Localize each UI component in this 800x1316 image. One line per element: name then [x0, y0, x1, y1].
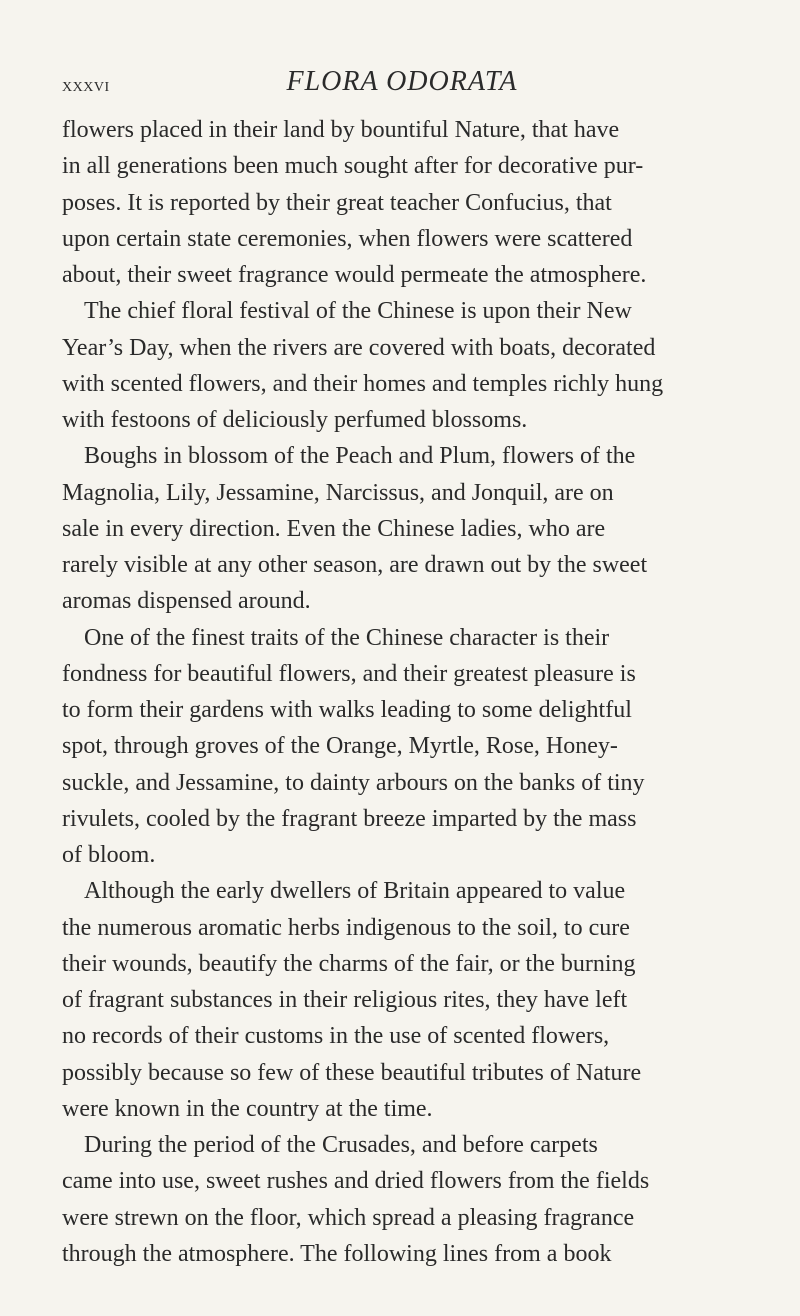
text-line: were known in the country at the time.: [62, 1095, 433, 1122]
text-line: One of the finest traits of the Chinese character is their: [84, 624, 610, 651]
text-line: aromas dispensed around.: [62, 588, 311, 615]
text-line: no records of their customs in the use of scented flowers,: [62, 1023, 610, 1050]
running-title: FLORA ODORATA: [286, 66, 518, 97]
text-line: in all generations been much sought after for decorative pur-: [62, 153, 644, 180]
text-line: of bloom.: [62, 842, 156, 868]
text-line: rivulets, cooled by the fragrant breeze imparted by the mass: [62, 805, 637, 832]
text-line: upon certain state ceremonies, when flowers were scattered: [62, 225, 633, 252]
text-line: sale in every direction. Even the Chinese ladies, who are: [62, 515, 606, 542]
text-line: fondness for beautiful flowers, and their greatest pleasure is: [62, 660, 636, 687]
text-line: suckle, and Jessamine, to dainty arbours on the banks of tiny: [62, 769, 645, 796]
text-line: poses. It is reported by their great teacher Confucius, that: [62, 189, 612, 216]
text-line: came into use, sweet rushes and dried flowers from the fields: [62, 1168, 650, 1195]
text-line: about, their sweet fragrance would permeate the atmosphere.: [62, 262, 647, 288]
text-line: the numerous aromatic herbs indigenous to the soil, to cure: [62, 914, 630, 941]
text-line: spot, through groves of the Orange, Myrtle, Rose, Honey-: [62, 733, 618, 760]
text-line: The chief floral festival of the Chinese is upon their New: [84, 298, 632, 325]
text-line: Year’s Day, when the rivers are covered with boats, decorated: [62, 334, 656, 361]
page-number: xxxvi: [62, 74, 110, 96]
text-line: with scented flowers, and their homes and temples richly hung: [62, 370, 664, 397]
text-line: rarely visible at any other season, are drawn out by the sweet: [62, 552, 648, 578]
text-line: their wounds, beautify the charms of the fair, or the burning: [62, 950, 636, 977]
text-line: flowers placed in their land by bountiful Nature, that have: [62, 117, 620, 143]
body-text: [62, 112, 742, 1272]
text-line: Although the early dwellers of Britain appeared to value: [84, 878, 626, 905]
text-line: through the atmosphere. The following lines from a book: [62, 1240, 612, 1267]
text-line: to form their gardens with walks leading to some delightful: [62, 697, 632, 723]
text-line: Magnolia, Lily, Jessamine, Narcissus, and Jonquil, are on: [62, 479, 614, 506]
text-line: During the period of the Crusades, and before carpets: [84, 1132, 598, 1158]
text-line: possibly because so few of these beautiful tributes of Nature: [62, 1059, 642, 1086]
page-header: [62, 66, 742, 102]
text-line: were strewn on the floor, which spread a pleasing fragrance: [62, 1204, 635, 1231]
text-line: of fragrant substances in their religious rites, they have left: [62, 987, 628, 1013]
text-line: with festoons of deliciously perfumed blossoms.: [62, 407, 528, 433]
text-line: Boughs in blossom of the Peach and Plum, flowers of the: [84, 443, 636, 470]
